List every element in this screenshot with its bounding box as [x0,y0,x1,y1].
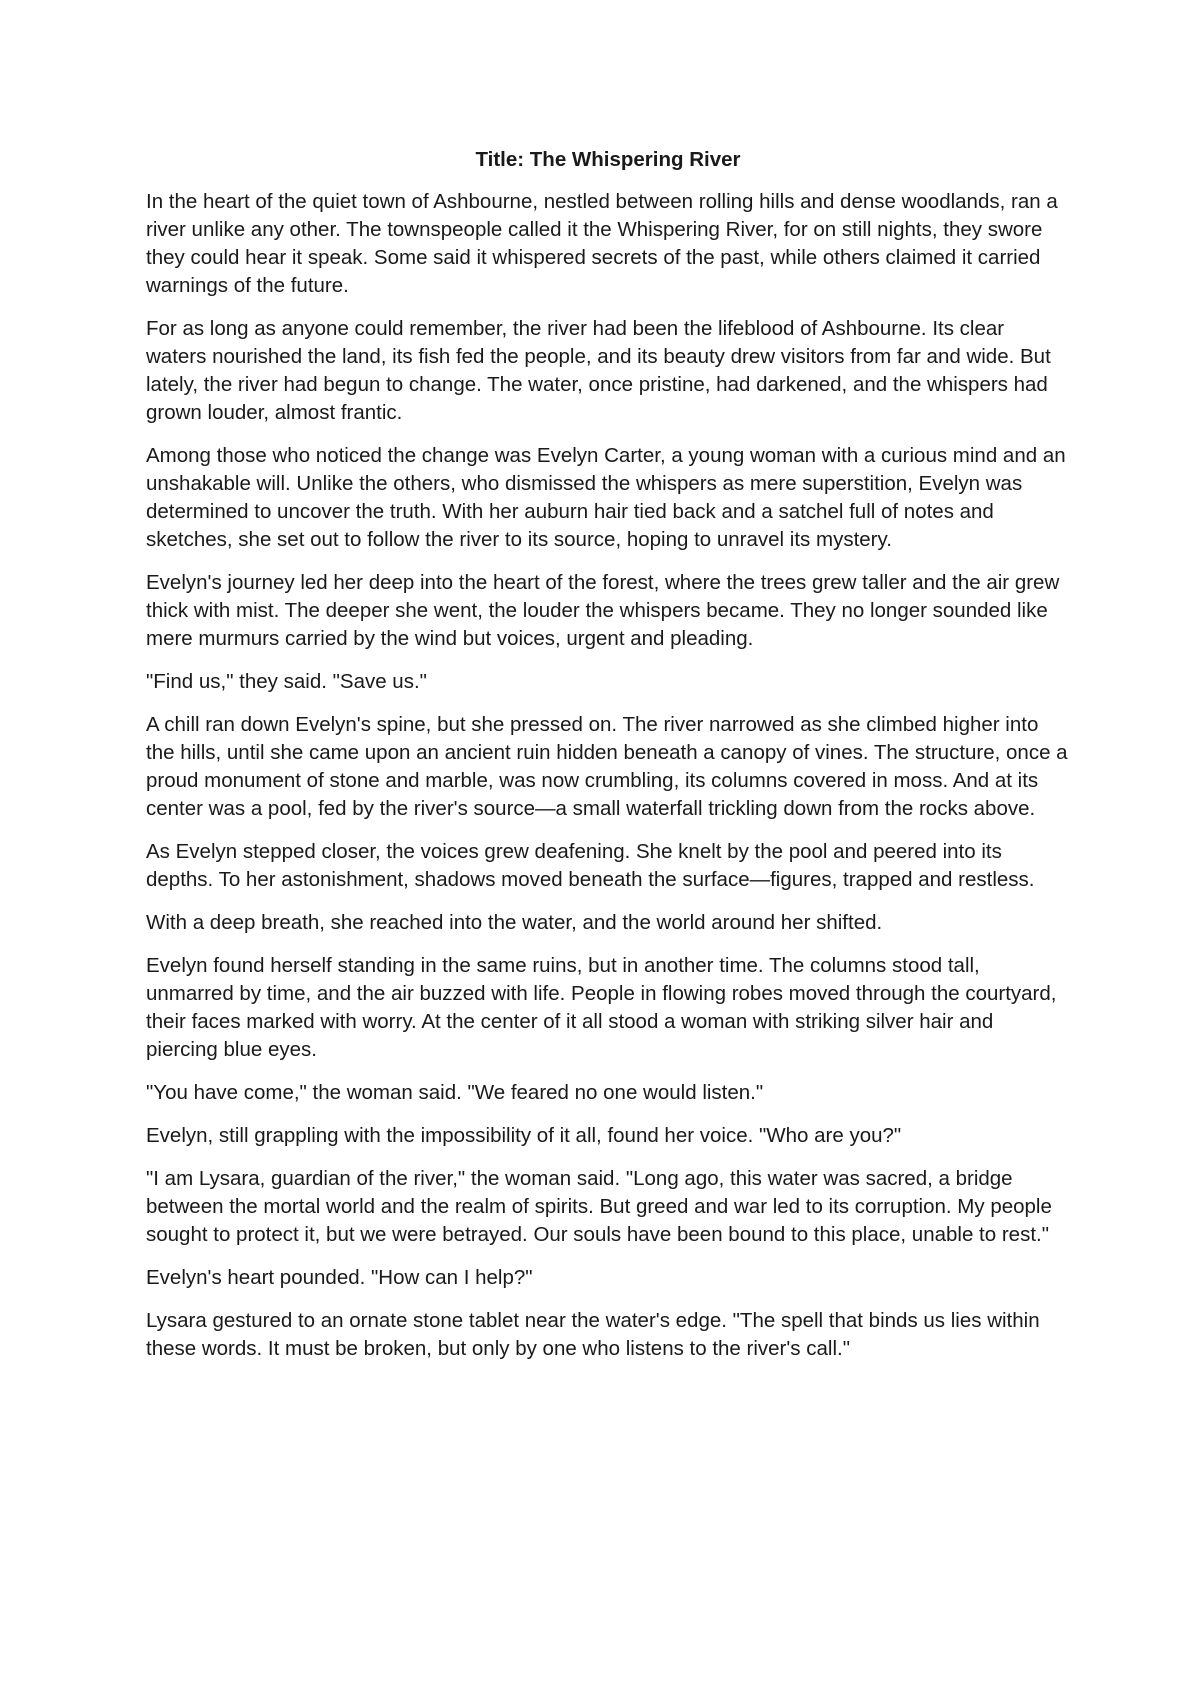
paragraph: Evelyn, still grappling with the impossibility of it all, found her voice. "Who are you?" [146,1124,902,1147]
paragraph: With a deep breath, she reached into the water, and the world around her shifted. [146,911,883,934]
paragraph: A chill ran down Evelyn's spine, but she pressed on. The river narrowed as she climbed higher into the hills, until she came upon an ancient ruin hidden beneath a canopy of vines. The structure, once a proud monument of stone and marble, was now crumbling, its columns covered in moss. And at its center was a pool, fed by the river's source—a small waterfall trickling down from the rocks above. [146,713,1068,820]
paragraph: In the heart of the quiet town of Ashbourne, nestled between rolling hills and dense woodlands, ran a river unlike any other. The townspeople called it the Whispering River, for on still nights, they swore they could hear it speak. Some said it whispered secrets of the past, while others claimed it carried warnings of the future. [146,190,1058,297]
paragraph: "You have come," the woman said. "We feared no one would listen." [146,1081,764,1104]
document-title: Title: The Whispering River [475,148,741,171]
paragraph: Lysara gestured to an ornate stone tablet near the water's edge. "The spell that binds us lies within these words. It must be broken, but only by one who listens to the river's call." [146,1309,1040,1360]
document-body [146,146,1070,1378]
paragraph: Evelyn found herself standing in the same ruins, but in another time. The columns stood tall, unmarred by time, and the air buzzed with life. People in flowing robes moved through the courtyard, their faces marked with worry. At the center of it all stood a woman with striking silver hair and piercing blue eyes. [146,954,1057,1061]
paragraph: Evelyn's journey led her deep into the heart of the forest, where the trees grew taller and the air grew thick with mist. The deeper she went, the louder the whispers became. They no longer sounded like mere murmurs carried by the wind but voices, urgent and pleading. [146,571,1060,650]
paragraph: For as long as anyone could remember, the river had been the lifeblood of Ashbourne. Its clear waters nourished the land, its fish fed the people, and its beauty drew visitors from far and wide. But lately, the river had begun to change. The water, once pristine, had darkened, and the whispers had grown louder, almost frantic. [146,317,1051,424]
paragraph: Evelyn's heart pounded. "How can I help?" [146,1266,533,1289]
paragraph: "Find us," they said. "Save us." [146,670,427,693]
paragraph: Among those who noticed the change was Evelyn Carter, a young woman with a curious mind and an unshakable will. Unlike the others, who dismissed the whispers as mere superstition, Evelyn was determined to uncover the truth. With her auburn hair tied back and a satchel full of notes and sketches, she set out to follow the river to its source, hoping to unravel its mystery. [146,444,1066,551]
paragraph: "I am Lysara, guardian of the river," the woman said. "Long ago, this water was sacred, a bridge between the mortal world and the realm of spirits. But greed and war led to its corruption. My people sought to protect it, but we were betrayed. Our souls have been bound to this place, unable to rest." [146,1167,1052,1246]
paragraph: As Evelyn stepped closer, the voices grew deafening. She knelt by the pool and peered into its depths. To her astonishment, shadows moved beneath the surface—figures, trapped and restless. [146,840,1035,891]
